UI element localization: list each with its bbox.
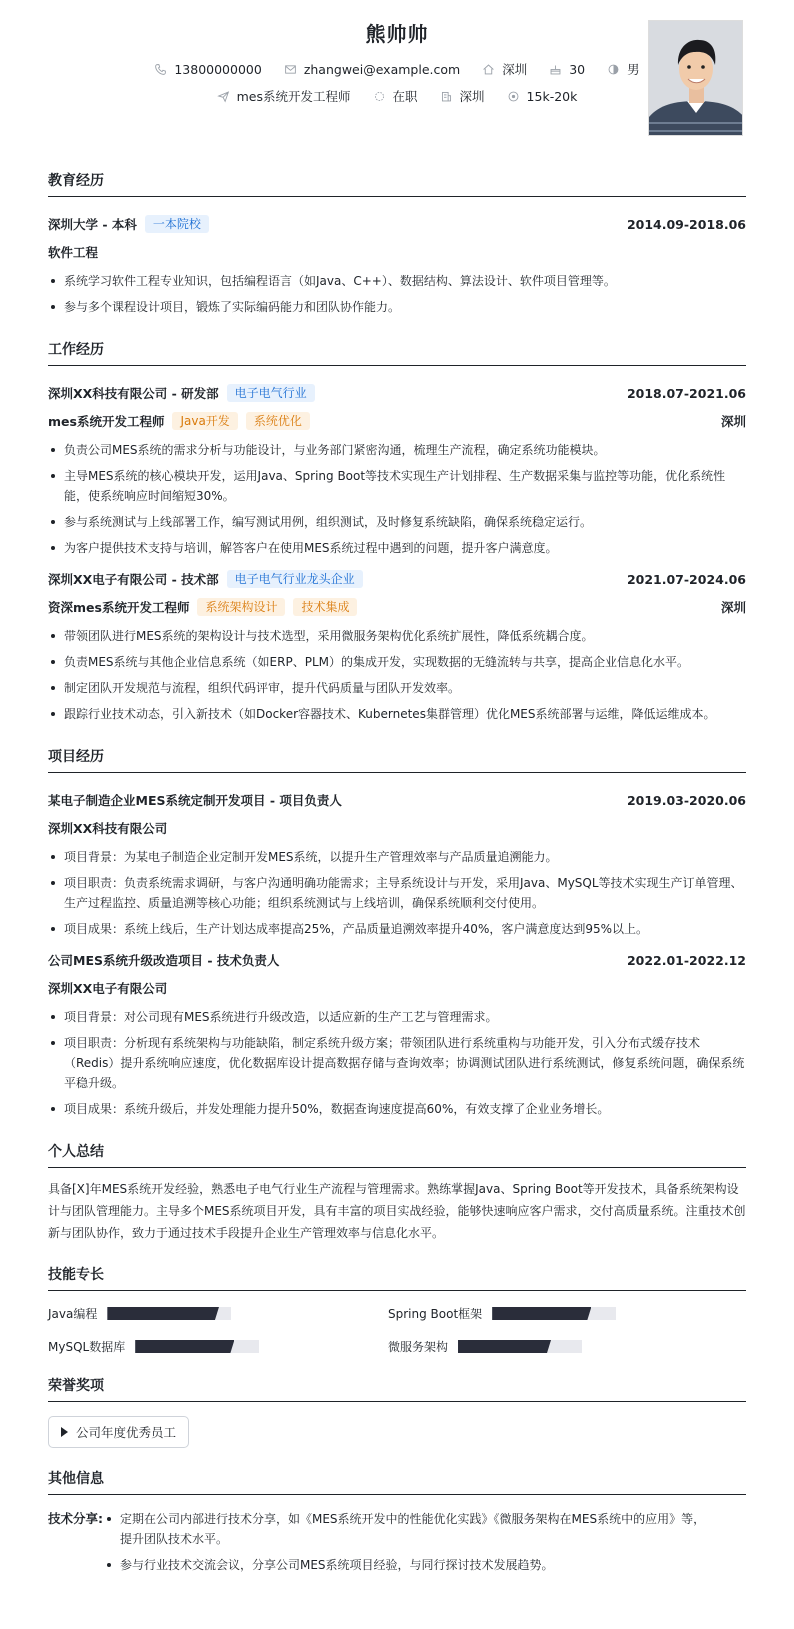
- city-info: [482, 60, 527, 78]
- skill-item: [48, 1305, 388, 1322]
- target-city-info: [440, 87, 485, 105]
- award-item: [48, 1416, 189, 1448]
- list-item: 带领团队进行MES系统的架构设计与技术选型，采用微服务架构优化系统扩展性，降低系统耦合度。: [48, 626, 746, 646]
- skill-item: [388, 1338, 728, 1355]
- list-item: 负责公司MES系统的需求分析与功能设计，与业务部门紧密沟通，梳理生产流程，确定系统功能模块。: [48, 440, 746, 460]
- education-row: [48, 215, 746, 233]
- list-item: 负责MES系统与其他企业信息系统（如ERP、PLM）的集成开发，实现数据的无缝流转与共享，提高企业信息化水平。: [48, 652, 746, 672]
- position-tag: 系统架构设计: [197, 598, 285, 616]
- company-name: 深圳XX电子有限公司 - 技术部: [48, 572, 219, 587]
- project-bullets: [48, 847, 746, 939]
- skill-item: [48, 1338, 388, 1355]
- send-icon: [217, 90, 230, 103]
- age-text: 30: [569, 61, 586, 77]
- skill-bar: [492, 1307, 616, 1320]
- list-item: 项目背景：为某电子制造企业定制开发MES系统，以提升生产管理效率与产品质量追溯能力。: [48, 847, 746, 867]
- summary-text: 具备[X]年MES系统开发经验，熟悉电子电气行业生产流程与管理需求。熟练掌握Java、Spring Boot等开发技术，具备系统架构设计与团队管理能力。主导多个MES系统项目开发，具有丰富的项目实战经验，能够快速响应客户需求，交付高质量系统。注重技术创新与团队协作，致力于通过技术手段提升企业生产管理效率与信息化水平。: [48, 1182, 746, 1240]
- skill-bar: [135, 1340, 259, 1353]
- job-date: 2021.07-2024.06: [626, 571, 746, 587]
- industry-tag: 电子电气行业龙头企业: [227, 570, 363, 588]
- school-tag: 一本院校: [145, 215, 209, 233]
- building-icon: [440, 90, 453, 103]
- job-location: 深圳: [720, 414, 746, 429]
- section-title: 其他信息: [48, 1468, 746, 1495]
- phone-text: 13800000000: [174, 61, 262, 77]
- job-intent-row: [48, 87, 746, 105]
- position-tag: 技术集成: [293, 598, 357, 616]
- section-title: 工作经历: [48, 339, 746, 366]
- skills-section: [48, 1264, 746, 1355]
- position-row: [48, 598, 746, 616]
- skill-fill: [107, 1307, 219, 1320]
- project-bullets: [48, 1007, 746, 1119]
- section-title: 项目经历: [48, 746, 746, 773]
- cake-icon: [549, 63, 562, 76]
- job-info: [217, 87, 351, 105]
- list-item: 系统学习软件工程专业知识，包括编程语言（如Java、C++）、数据结构、算法设计、软件项目管理等。: [48, 271, 746, 291]
- skill-name: 微服务架构: [388, 1340, 449, 1354]
- project-company: 深圳XX科技有限公司: [48, 821, 168, 836]
- target-city-text: 深圳: [459, 89, 485, 104]
- list-item: 定期在公司内部进行技术分享，如《MES系统开发中的性能优化实践》《微服务架构在MES系统中的应用》等，提升团队技术水平。: [104, 1509, 716, 1549]
- education-date: 2014.09-2018.06: [626, 216, 746, 232]
- position-tag: 系统优化: [246, 412, 310, 430]
- job-row: [48, 570, 746, 588]
- coin-icon: [507, 90, 520, 103]
- section-title: 教育经历: [48, 170, 746, 197]
- email-info: [284, 62, 460, 77]
- position-name: 资深mes系统开发工程师: [48, 600, 190, 615]
- other-section: [48, 1468, 746, 1581]
- list-item: 项目职责：负责系统需求调研，与客户沟通明确功能需求；主导系统设计与开发，采用Java、MySQL等技术实现生产订单管理、生产过程监控、质量追溯等核心功能；组织系统测试与上线培训，确保系统顺利交付使用。: [48, 873, 746, 913]
- other-bullets: [104, 1509, 716, 1581]
- list-item: 为客户提供技术支持与培训，解答客户在使用MES系统过程中遇到的问题，提升客户满意度。: [48, 538, 746, 558]
- skill-name: MySQL数据库: [48, 1340, 126, 1354]
- other-label: 技术分享:: [48, 1511, 103, 1526]
- section-title: 技能专长: [48, 1264, 746, 1291]
- industry-tag: 电子电气行业: [227, 384, 315, 402]
- school-name: 深圳大学 - 本科: [48, 217, 137, 232]
- skill-fill: [135, 1340, 234, 1353]
- skill-item: [388, 1305, 728, 1322]
- gender-icon: [607, 63, 620, 76]
- city-text: 深圳: [502, 62, 528, 77]
- salary-info: [507, 89, 578, 104]
- major-name: 软件工程: [48, 245, 99, 260]
- education-section: [48, 170, 746, 317]
- age-info: [549, 62, 585, 77]
- project-name: 某电子制造企业MES系统定制开发项目 - 项目负责人: [48, 793, 342, 808]
- job-bullets: [48, 440, 746, 558]
- project-date: 2019.03-2020.06: [626, 792, 746, 808]
- company-name: 深圳XX科技有限公司 - 研发部: [48, 386, 219, 401]
- list-item: 参与系统测试与上线部署工作，编写测试用例，组织测试，及时修复系统缺陷，确保系统稳定运行。: [48, 512, 746, 532]
- job-text: mes系统开发工程师: [236, 89, 351, 104]
- projects-section: [48, 746, 746, 1119]
- list-item: 项目背景：对公司现有MES系统进行升级改造，以适应新的生产工艺与管理需求。: [48, 1007, 746, 1027]
- gender-info: [607, 60, 640, 78]
- list-item: 参与多个课程设计项目，锻炼了实际编码能力和团队协作能力。: [48, 297, 746, 317]
- skill-fill: [492, 1307, 591, 1320]
- phone-info: [154, 62, 261, 77]
- project-date: 2022.01-2022.12: [626, 952, 746, 968]
- resume-header: [48, 0, 746, 170]
- summary-section: [48, 1141, 746, 1244]
- position-name: mes系统开发工程师: [48, 414, 165, 429]
- awards-section: [48, 1375, 746, 1448]
- list-item: 项目成果：系统升级后，并发处理能力提升50%，数据查询速度提高60%，有效支撑了企业业务增长。: [48, 1099, 746, 1119]
- skill-name: Spring Boot框架: [388, 1307, 483, 1321]
- list-item: 参与行业技术交流会议，分享公司MES系统项目经验，与同行探讨技术发展趋势。: [104, 1555, 716, 1575]
- list-item: 制定团队开发规范与流程，组织代码评审，提升代码质量与团队开发效率。: [48, 678, 746, 698]
- skill-name: Java编程: [48, 1307, 98, 1321]
- gender-text: 男: [627, 62, 640, 77]
- job-location: 深圳: [720, 600, 746, 615]
- job-bullets: [48, 626, 746, 724]
- section-title: 荣誉奖项: [48, 1375, 746, 1402]
- home-icon: [482, 63, 495, 76]
- project-name: 公司MES系统升级改造项目 - 技术负责人: [48, 953, 280, 968]
- skill-bar: [458, 1340, 582, 1353]
- work-section: [48, 339, 746, 724]
- skill-fill: [458, 1340, 551, 1353]
- project-row: [48, 791, 746, 809]
- position-tag: Java开发: [172, 412, 237, 430]
- phone-icon: [154, 63, 167, 76]
- list-item: 主导MES系统的核心模块开发，运用Java、Spring Boot等技术实现生产计划排程、生产数据采集与监控等功能，优化系统性能，使系统响应时间缩短30%。: [48, 466, 746, 506]
- job-date: 2018.07-2021.06: [626, 385, 746, 401]
- email-text: zhangwei@example.com: [303, 61, 461, 77]
- other-block: [48, 1509, 746, 1581]
- skills-grid: [48, 1305, 746, 1355]
- contact-row: [48, 60, 746, 78]
- status-icon: [373, 90, 386, 103]
- position-row: [48, 412, 746, 430]
- list-item: 项目职责：分析现有系统架构与功能缺陷，制定系统升级方案；带领团队进行系统重构与功能开发，引入分布式缓存技术（Redis）提升系统响应速度，优化数据库设计提高数据存储与查询效率；协调测试团队进行系统测试，修复系统问题，确保系统平稳升级。: [48, 1033, 746, 1093]
- skill-bar: [107, 1307, 231, 1320]
- list-item: 项目成果：系统上线后，生产计划达成率提高25%，产品质量追溯效率提升40%，客户满意度达到95%以上。: [48, 919, 746, 939]
- candidate-name: 熊帅帅: [365, 22, 429, 46]
- status-info: [373, 87, 418, 105]
- job-row: [48, 384, 746, 402]
- profile-photo: [648, 20, 743, 136]
- mail-icon: [284, 63, 297, 76]
- list-item: 跟踪行业技术动态，引入新技术（如Docker容器技术、Kubernetes集群管理）优化MES系统部署与运维，降低运维成本。: [48, 704, 746, 724]
- status-text: 在职: [392, 89, 418, 104]
- award-name: 公司年度优秀员工: [76, 1425, 177, 1440]
- section-title: 个人总结: [48, 1141, 746, 1168]
- salary-text: 15k-20k: [526, 88, 578, 104]
- education-bullets: [48, 271, 746, 317]
- project-row: [48, 951, 746, 969]
- project-company: 深圳XX电子有限公司: [48, 981, 168, 996]
- play-icon: [61, 1427, 68, 1437]
